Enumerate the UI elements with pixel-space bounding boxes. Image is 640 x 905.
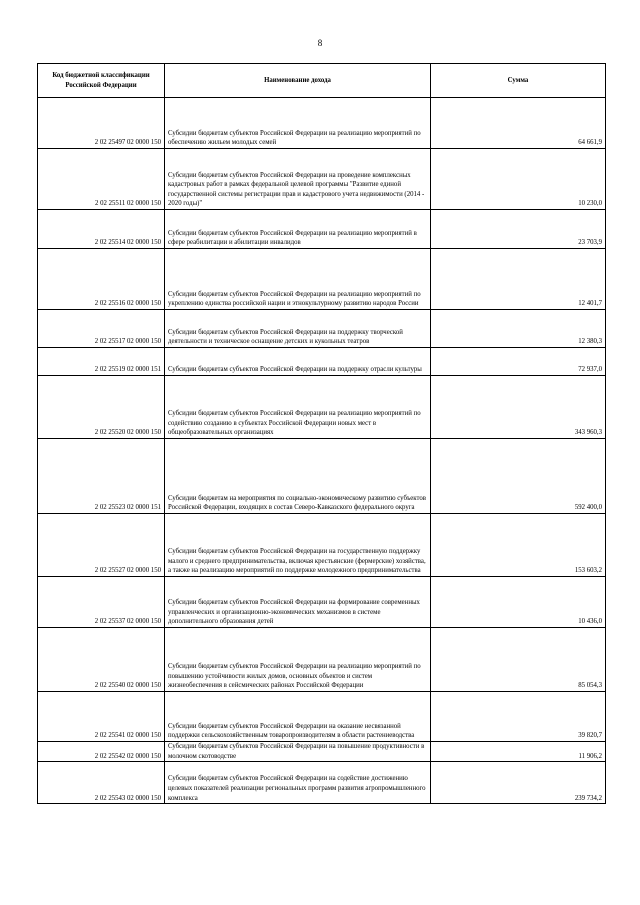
revenue-name: Субсидии бюджетам субъектов Российской Федерации на реализацию мероприятий в сфере реабилитации и абилитации инвалидов xyxy=(165,210,431,249)
table-row xyxy=(38,514,606,577)
revenue-sum: 85 054,3 xyxy=(431,628,606,692)
table-row xyxy=(38,577,606,628)
revenue-sum: 343 960,3 xyxy=(431,376,606,439)
page-number: 8 xyxy=(317,38,323,48)
budget-code: 2 02 25511 02 0000 150 xyxy=(38,149,165,210)
revenue-name: Субсидии бюджетам субъектов Российской Федерации на поддержку творческой деятельности и техническое оснащение детских и кукольных театров xyxy=(165,310,431,348)
budget-code: 2 02 25537 02 0000 150 xyxy=(38,577,165,628)
budget-code: 2 02 25527 02 0000 150 xyxy=(38,514,165,577)
table-body xyxy=(38,98,606,804)
revenue-name: Субсидии бюджетам субъектов Российской Федерации на проведение комплексных кадастровых работ в рамках федеральной целевой программы "Развитие единой государственной системы регистрации прав и кадастрового учета недвижимости (2014 - 2020 годы)" xyxy=(165,149,431,210)
table-row xyxy=(38,439,606,514)
revenue-name: Субсидии бюджетам субъектов Российской Федерации на формирование современных управленческих и организационно-экономических механизмов в системе дополнительного образования детей xyxy=(165,577,431,628)
revenue-name: Субсидии бюджетам субъектов Российской Федерации на реализацию мероприятий по обеспечению жильем молодых семей xyxy=(165,98,431,149)
table-row xyxy=(38,149,606,210)
budget-code: 2 02 25542 02 0000 150 xyxy=(38,742,165,762)
budget-code: 2 02 25540 02 0000 150 xyxy=(38,628,165,692)
revenue-name: Субсидии бюджетам субъектов Российской Федерации на реализацию мероприятий по содействию созданию в субъектах Российской Федерации новых мест в общеобразовательных организациях xyxy=(165,376,431,439)
revenue-sum: 23 703,9 xyxy=(431,210,606,249)
table-row xyxy=(38,692,606,742)
revenue-name: Субсидии бюджетам субъектов Российской Федерации на повышение продуктивности в молочном скотоводстве xyxy=(165,742,431,762)
revenue-sum: 10 230,0 xyxy=(431,149,606,210)
revenue-name: Субсидии бюджетам субъектов Российской Федерации на оказание несвязанной поддержки сельскохозяйственным товаропроизводителям в области растениеводства xyxy=(165,692,431,742)
budget-code: 2 02 25519 02 0000 151 xyxy=(38,348,165,376)
table-row xyxy=(38,98,606,149)
header-sum: Сумма xyxy=(431,64,606,98)
revenue-sum: 12 401,7 xyxy=(431,249,606,310)
budget-revenue-table xyxy=(37,63,606,804)
revenue-name: Субсидии бюджетам субъектов Российской Федерации на поддержку отрасли культуры xyxy=(165,348,431,376)
budget-code: 2 02 25514 02 0000 150 xyxy=(38,210,165,249)
revenue-sum: 39 820,7 xyxy=(431,692,606,742)
revenue-name: Субсидии бюджетам субъектов Российской Федерации на реализацию мероприятий по укреплению единства российской нации и этнокультурному развитию народов России xyxy=(165,249,431,310)
revenue-sum: 64 661,9 xyxy=(431,98,606,149)
header-code: Код бюджетной классификации Российской Федерации xyxy=(38,64,165,98)
budget-code: 2 02 25523 02 0000 151 xyxy=(38,439,165,514)
revenue-name: Субсидии бюджетам субъектов Российской Федерации на государственную поддержку малого и среднего предпринимательства, включая крестьянские (фермерские) хозяйства, а также на реализацию мероприятий по поддержке молодежного предпринимательства xyxy=(165,514,431,577)
revenue-name: Субсидии бюджетам субъектов Российской Федерации на содействие достижению целевых показателей реализации региональных программ развития агропромышленного комплекса xyxy=(165,762,431,804)
revenue-sum: 12 380,3 xyxy=(431,310,606,348)
budget-code: 2 02 25497 02 0000 150 xyxy=(38,98,165,149)
table-row xyxy=(38,310,606,348)
budget-code: 2 02 25543 02 0000 150 xyxy=(38,762,165,804)
table-header-row xyxy=(38,64,606,98)
table-row xyxy=(38,348,606,376)
revenue-sum: 72 937,0 xyxy=(431,348,606,376)
revenue-sum: 592 400,0 xyxy=(431,439,606,514)
table-row xyxy=(38,742,606,762)
table-row xyxy=(38,210,606,249)
revenue-sum: 11 906,2 xyxy=(431,742,606,762)
table-row xyxy=(38,249,606,310)
table-row xyxy=(38,628,606,692)
table-row xyxy=(38,376,606,439)
header-name: Наименование дохода xyxy=(165,64,431,98)
budget-code: 2 02 25517 02 0000 150 xyxy=(38,310,165,348)
revenue-name: Субсидии бюджетам на мероприятия по социально-экономическому развитию субъектов Российской Федерации, входящих в состав Северо-Кавказского федерального округа xyxy=(165,439,431,514)
budget-code: 2 02 25516 02 0000 150 xyxy=(38,249,165,310)
revenue-sum: 10 436,0 xyxy=(431,577,606,628)
revenue-name: Субсидии бюджетам субъектов Российской Федерации на реализацию мероприятий по повышению устойчивости жилых домов, основных объектов и систем жизнеобеспечения в сейсмических районах Российской Федерации xyxy=(165,628,431,692)
budget-code: 2 02 25541 02 0000 150 xyxy=(38,692,165,742)
table-row xyxy=(38,762,606,804)
budget-code: 2 02 25520 02 0000 150 xyxy=(38,376,165,439)
revenue-sum: 239 734,2 xyxy=(431,762,606,804)
revenue-sum: 153 603,2 xyxy=(431,514,606,577)
